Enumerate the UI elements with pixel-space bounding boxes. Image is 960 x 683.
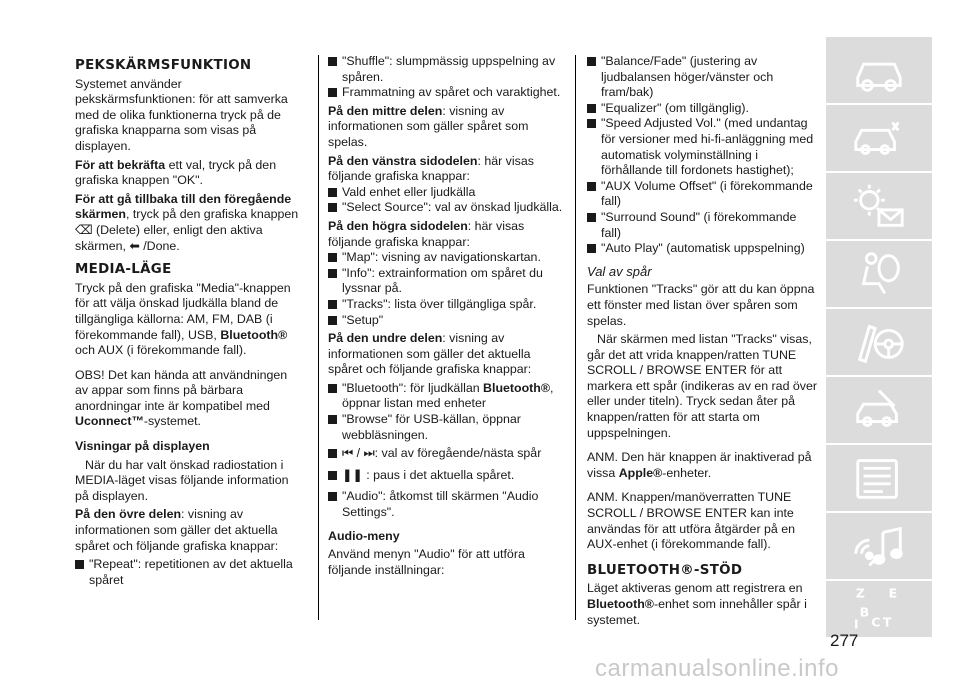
paragraph: [75, 507, 303, 554]
breakdown-emergency-icon: [850, 452, 908, 504]
list-item: [587, 54, 819, 101]
paragraph: [328, 331, 566, 378]
bold-term: Bluetooth®: [483, 380, 550, 395]
chapter-tab-multimedia[interactable]: [826, 513, 932, 580]
bullet-icon: [328, 203, 337, 212]
list-item: [328, 313, 566, 329]
bullet-icon: [328, 471, 337, 480]
chapter-tab-maintenance[interactable]: [826, 377, 932, 444]
italic-subheading: Val av spår: [587, 263, 652, 279]
svg-text:I: I: [853, 616, 859, 632]
bullet-icon: [587, 244, 596, 253]
text: : här visas följande grafiska knappar:: [328, 218, 525, 249]
watermark: carmanualsonline.info: [595, 655, 839, 682]
paragraph: [328, 104, 566, 151]
bullet-icon: [75, 560, 84, 569]
bold-term: För att bekräfta: [75, 157, 166, 172]
list-item: [328, 200, 566, 216]
list-item-text: "Info": extrainformation om spåret du lyssnar på.: [342, 265, 543, 296]
list-item-text: ⏮ / ⏭: val av föregående/nästa spår: [342, 446, 542, 461]
bullet-icon: [587, 119, 596, 128]
bold-term: På den övre delen: [75, 507, 182, 522]
paragraph: [587, 450, 819, 481]
car-safety-icon: [850, 112, 908, 164]
list-item-text: [342, 381, 566, 412]
paragraph: Använd menyn "Audio" för att utföra följande inställningar:: [328, 547, 525, 577]
alphabetical-index-icon: [850, 583, 908, 635]
section-heading: PEKSKÄRMSFUNKTION: [75, 58, 252, 73]
list-item-text: "Tracks": lista över tillgängliga spår.: [342, 296, 537, 311]
list-item-text: "Balance/Fade" (justering av ljudbalansen höger/vänster och fram/bak): [601, 54, 774, 100]
chapter-tab-car-overview[interactable]: [826, 37, 932, 104]
chapter-tab-lights-warning[interactable]: [826, 173, 932, 240]
bold-term: Apple®: [618, 465, 663, 480]
paragraph: ANM. Knappen/manöverratten TUNE SCROLL / BROWSE ENTER kan inte användas för att utföra åtgärder på en AUX-enhet (i förekommande fall).: [587, 490, 796, 552]
car-overview-icon: [850, 44, 908, 96]
chapter-tab-steering-start[interactable]: [826, 309, 932, 376]
list-item: [328, 446, 566, 462]
text: ett val, tryck på den grafiska knappen "OK".: [75, 157, 277, 188]
list-item-text: "Audio": åtkomst till skärmen "Audio Settings".: [342, 489, 539, 520]
list-item-text: "Map": visning av navigationskartan.: [342, 250, 541, 265]
text: : visning av informationen som gäller det aktuella spåret och följande grafiska knappar:: [75, 507, 279, 553]
list-item: [328, 412, 566, 443]
chapter-tab-car-safety[interactable]: [826, 105, 932, 172]
svg-text:E: E: [888, 585, 898, 601]
paragraph: [75, 192, 303, 254]
list-item: [587, 210, 819, 241]
page-number: 277: [830, 631, 859, 650]
list-item: [328, 250, 566, 266]
text: ANM. Den här knappen är inaktiverad på vissa: [587, 450, 812, 480]
svg-text:T: T: [882, 614, 892, 630]
bullet-icon: [328, 269, 337, 278]
text: -enhet som innehåller spår i systemet.: [587, 597, 807, 627]
list-item-text: "AUX Volume Offset" (i förekommande fall): [601, 178, 813, 209]
paragraph: Funktionen "Tracks" gör att du kan öppna ett fönster med listan över spåren som spelas.: [587, 282, 815, 328]
column-1: [75, 54, 303, 588]
list-item-text: "Shuffle": slumpmässig uppspelning av spåren.: [342, 54, 556, 84]
text: och AUX (i förekommande fall).: [75, 343, 247, 358]
list-item: [328, 185, 566, 201]
airbag-passenger-icon: [850, 248, 908, 300]
section-heading: MEDIA-LÄGE: [75, 262, 172, 278]
text: : visning av informationen som gäller det aktuella spåret och följande grafiska knappar:: [328, 331, 532, 377]
list-item: [328, 297, 566, 313]
bullet-icon: [328, 88, 337, 97]
paragraph: [328, 154, 566, 185]
bold-term: Bluetooth®: [587, 597, 654, 611]
svg-text:C: C: [871, 614, 881, 630]
list-item: [328, 54, 566, 85]
list-item-text: "Equalizer" (om tillgänglig).: [601, 100, 749, 115]
list-item: [328, 85, 566, 101]
paragraph: [75, 281, 303, 359]
text: : här visas följande grafiska knappar:: [328, 153, 534, 184]
list-item-text: "Auto Play" (automatisk uppspelning): [601, 241, 805, 256]
list-item: [587, 116, 819, 178]
bold-term: På den undre delen: [328, 331, 443, 346]
text: Läget aktiveras genom att registrera en: [587, 581, 803, 596]
list-item: [328, 489, 566, 520]
list-item: [328, 266, 566, 297]
paragraph: Systemet använder pekskärmsfunktionen: för att samverka med de olika funktionerna tryck på de grafiska knapparna som visas på displayen.: [75, 76, 288, 153]
bold-term: På den vänstra sidodelen: [328, 153, 478, 168]
bold-term: På den mittre delen: [328, 103, 443, 118]
bullet-icon: [328, 384, 337, 393]
chapter-tab-index[interactable]: [826, 581, 932, 638]
list-item-text: "Repeat": repetitionen av det aktuella spåret: [89, 557, 293, 587]
column-3: [587, 54, 819, 628]
svg-text:Z: Z: [855, 585, 865, 601]
list-item-text: "Browse" för USB-källan, öppnar webbläsningen.: [342, 412, 521, 442]
steering-start-icon: [850, 316, 908, 368]
bullet-icon: [328, 188, 337, 197]
bullet-icon: [328, 300, 337, 309]
subheading: Audio-meny: [328, 528, 400, 543]
list-item-text: "Surround Sound" (i förekommande fall): [601, 209, 797, 240]
list-item: [587, 179, 819, 210]
multimedia-icon: [850, 520, 908, 572]
paragraph: [328, 219, 566, 250]
text: , öppnar listan med enheter: [342, 380, 554, 411]
paragraph: [75, 368, 303, 430]
column-2: [328, 54, 566, 578]
text: OBS! Det kan hända att användningen av appar som finns på bärbara anordningar inte är kompatibel med: [75, 367, 288, 413]
bold-term: Bluetooth®: [220, 327, 288, 342]
paragraph: När skärmen med listan "Tracks" visas, går det att vrida knappen/ratten TUNE SCROLL / BROWSE ENTER för att markera ett spår (indikeras av en rad över eller under titeln). Tryck sedan åter på knappen/ratten för att starta om uppspelningen.: [587, 332, 818, 440]
lights-warning-icon: [850, 180, 908, 232]
list-item: [328, 468, 566, 484]
paragraph: När du har valt önskad radiostation i MEDIA-läget visas följande information på displayen.: [75, 457, 289, 503]
text: -systemet.: [143, 414, 202, 429]
bold-term: Uconnect™: [75, 414, 144, 429]
list-item-text: "Setup": [342, 312, 384, 327]
bullet-icon: [328, 415, 337, 424]
list-item: [328, 381, 566, 412]
svg-text:B: B: [859, 604, 870, 620]
bullet-icon: [328, 316, 337, 325]
list-item-text: "Select Source": val av önskad ljudkälla.: [342, 200, 563, 215]
list-item-text: Vald enhet eller ljudkälla: [342, 184, 476, 199]
bold-term: På den högra sidodelen: [328, 218, 468, 233]
list-item-text: "Speed Adjusted Vol." (med undantag för versioner med hi-fi-anläggning med automatisk volyminställning i förhållande till fordonets hastighet);: [601, 116, 814, 178]
bold-term: För att gå tillbaka till den föregående skärmen: [75, 191, 292, 222]
paragraph: [587, 581, 819, 628]
bullet-icon: [328, 449, 337, 458]
text: Tryck på den grafiska "Media"-knappen för att välja önskad ljudkälla bland de tillgängliga källorna: AM, FM, DAB (i förekommande fall), USB,: [75, 280, 291, 342]
list-item: [587, 101, 819, 117]
list-item: [587, 241, 819, 257]
bullet-icon: [587, 182, 596, 191]
text: : visning av informationen som gäller spåret som spelas.: [328, 103, 529, 149]
text: , tryck på den grafiska knappen ⌫ (Delete) eller, enligt den aktiva skärmen, ⬅ /Done.: [75, 207, 299, 253]
bullet-icon: [328, 253, 337, 262]
list-item-text: Frammatning av spåret och varaktighet.: [342, 85, 561, 100]
paragraph: [75, 158, 303, 189]
bullet-icon: [587, 104, 596, 113]
wrench-car-icon: [850, 384, 908, 436]
bullet-icon: [587, 57, 596, 66]
list-item: [75, 557, 303, 588]
bullet-icon: [587, 213, 596, 222]
column-divider: [575, 55, 576, 620]
text: "Bluetooth": för ljudkällan: [342, 380, 484, 395]
column-divider: [318, 55, 319, 620]
chapter-tab-airbag[interactable]: [826, 241, 932, 308]
chapter-tab-emergency[interactable]: [826, 445, 932, 512]
text: -enheter.: [662, 465, 712, 480]
list-item-text: ❚❚ : paus i det aktuella spåret.: [342, 467, 515, 482]
bullet-icon: [328, 57, 337, 66]
section-heading: BLUETOOTH®-STÖD: [587, 562, 743, 578]
bullet-icon: [328, 492, 337, 501]
subheading: Visningar på displayen: [75, 439, 210, 454]
